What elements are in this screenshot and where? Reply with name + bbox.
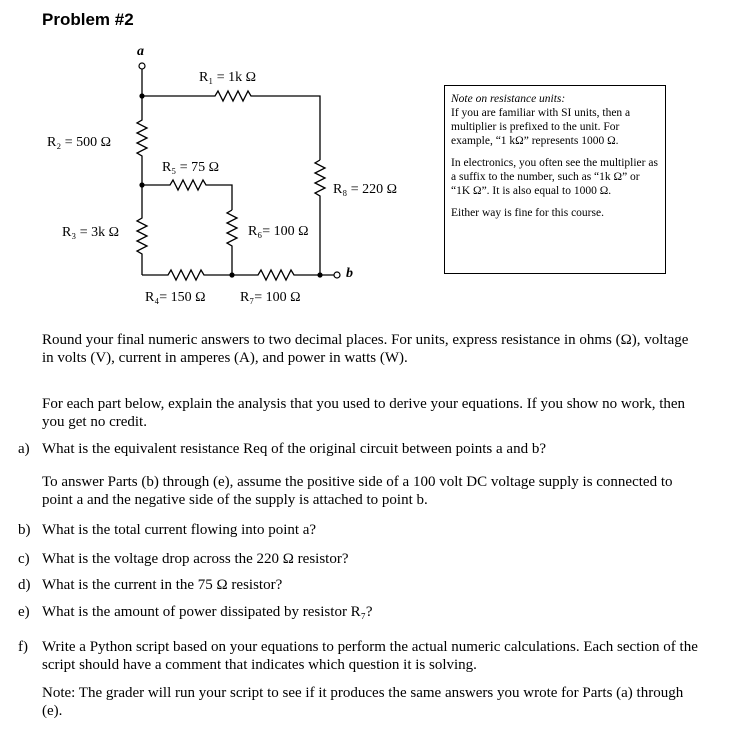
r5-label: R₅ = 75 Ω (162, 160, 220, 175)
problem-title: Problem #2 (42, 10, 134, 29)
note-electronics: In electronics, you often see the multiplier as a suffix to the number, such as “1k Ω” or “1K Ω”. It is also equal to 1000 Ω. (451, 157, 658, 197)
wire-top (142, 91, 320, 160)
question-b: b) What is the total current flowing into point a? (18, 522, 317, 538)
node-a-label: a (137, 44, 144, 59)
resistor-r4 (142, 270, 232, 280)
rounding-instructions: Round your final numeric answers to two decimal places. For units, express resistance in ohms (Ω), voltage in volts (V), current in amperes (A), and power in watts (W). (42, 332, 689, 366)
node-r7-r6 (229, 272, 234, 277)
question-f: f) Write a Python script based on your equations to perform the actual numeric calculations. Each section of the script should have a comment that indicates which question it is solving. (18, 639, 698, 673)
resistor-r2 (137, 96, 147, 185)
resistor-r5 (142, 180, 232, 210)
terminal-b (334, 272, 340, 278)
node-top-left (139, 93, 144, 98)
question-d: d) What is the current in the 75 Ω resistor? (18, 577, 283, 593)
question-a: a) What is the equivalent resistance Req of the original circuit between points a and b? (18, 441, 546, 457)
question-e: e) What is the amount of power dissipated by resistor R₇? (18, 604, 373, 620)
node-b-label: b (346, 266, 353, 281)
note-either-way: Either way is fine for this course. (451, 207, 604, 219)
supply-instructions: To answer Parts (b) through (e), assume the positive side of a 100 volt DC voltage supply is connected to point a and the negative side of the supply is attached to point b. (42, 474, 673, 508)
r4-label: R₄= 150 Ω (145, 290, 206, 305)
r1-label: R₁ = 1k Ω (199, 70, 257, 85)
r7-label: R₇= 100 Ω (240, 290, 301, 305)
node-mid-left (139, 182, 144, 187)
question-f-note: Note: The grader will run your script to see if it produces the same answers you wrote for Parts (a) through (e). (42, 685, 684, 719)
resistor-r8 (315, 160, 325, 275)
resistor-r6 (227, 210, 237, 275)
question-c: c) What is the voltage drop across the 220 Ω resistor? (18, 551, 349, 567)
r6-label: R₆= 100 Ω (248, 224, 309, 239)
terminal-a (139, 63, 145, 69)
note-heading: Note on resistance units: (451, 93, 566, 105)
r3-label: R₃ = 3k Ω (62, 225, 120, 240)
node-r8-bottom (317, 272, 322, 277)
explain-instructions: For each part below, explain the analysis that you used to derive your equations. If you show no work, then you get no credit. (42, 396, 686, 430)
r8-label: R₈ = 220 Ω (333, 182, 398, 197)
units-note-box (444, 85, 666, 274)
note-si-units: If you are familiar with SI units, then a multiplier is prefixed to the unit. For example, “1 kΩ” represents 1000 Ω. (451, 107, 631, 147)
r2-label: R₂ = 500 Ω (47, 135, 112, 150)
resistor-r3 (137, 185, 147, 275)
